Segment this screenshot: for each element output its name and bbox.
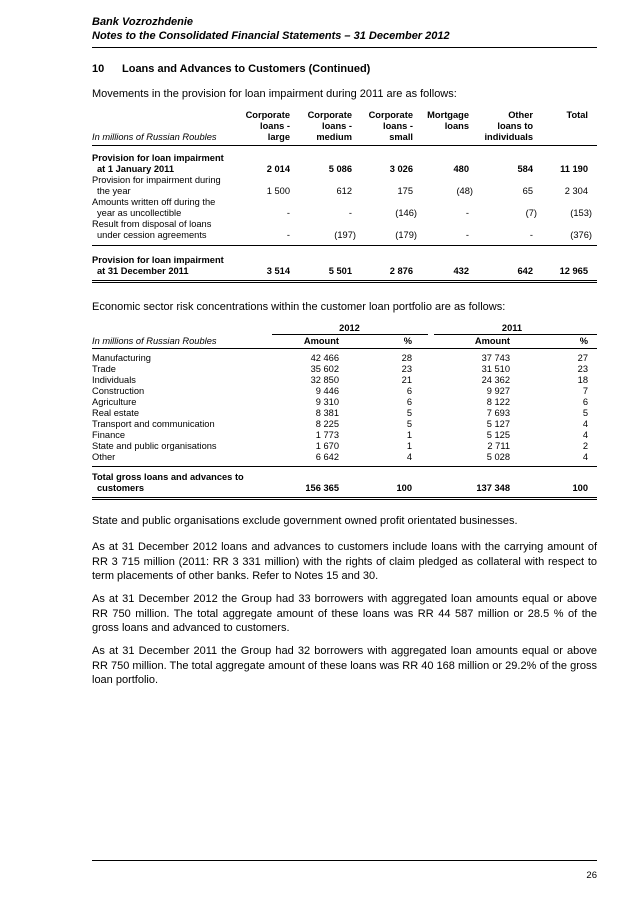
table-total-row: [92, 472, 597, 483]
intro-paragraph-1: Movements in the provision for loan impairment during 2011 are as follows:: [92, 88, 457, 100]
cell-value: 3 026: [389, 164, 413, 174]
table1-col-header: loans -: [260, 121, 290, 131]
row-label: Agriculture: [92, 397, 137, 407]
cell-value: 23: [577, 364, 588, 374]
cell-value: 8 225: [315, 419, 339, 429]
row-label: State and public organisations: [92, 441, 217, 451]
year-2011-rule: [434, 334, 597, 335]
table1-header-row-1: [92, 110, 597, 121]
cell-value: 5 127: [486, 419, 510, 429]
cell-value: 5: [406, 419, 412, 429]
row-label: at 1 January 2011: [97, 164, 175, 174]
cell-value: 7 693: [486, 408, 510, 418]
cell-value: 6 642: [315, 452, 339, 462]
cell-value: (153): [570, 208, 592, 218]
table-total-row: [92, 266, 597, 277]
cell-value: 9 310: [315, 397, 339, 407]
cell-value: 8 381: [315, 408, 339, 418]
cell-value: (179): [395, 230, 417, 240]
cell-value: 21: [401, 375, 412, 385]
table1-col-header: loans to: [497, 121, 533, 131]
cell-value: 2 711: [487, 441, 510, 451]
table-row: [92, 197, 597, 208]
cell-value: 480: [453, 164, 469, 174]
table1-total-double-rule: [92, 280, 597, 283]
cell-value: -: [348, 208, 352, 218]
section-number: 10: [92, 63, 105, 75]
row-label: Provision for loan impairment: [92, 153, 224, 163]
table1-header-row-2: [92, 121, 597, 132]
cell-value: 1: [406, 430, 412, 440]
cell-value: 432: [453, 266, 469, 276]
table1-col-header: Mortgage: [427, 110, 469, 120]
table-row: [92, 452, 597, 463]
cell-value: 6: [406, 386, 412, 396]
cell-value: 1 670: [315, 441, 339, 451]
col-header-amount: Amount: [474, 336, 510, 346]
cell-value: -: [465, 208, 469, 218]
row-label: Individuals: [92, 375, 136, 385]
section-title: Loans and Advances to Customers (Continued): [122, 63, 371, 75]
cell-value: 2 304: [564, 186, 588, 196]
cell-value: 1: [406, 441, 412, 451]
table-row: [92, 430, 597, 441]
table1-col-header: Corporate: [307, 110, 352, 120]
cell-value: 6: [406, 397, 412, 407]
cell-value: 100: [572, 483, 588, 493]
table-row: [92, 364, 597, 375]
cell-value: -: [529, 230, 533, 240]
row-label: Construction: [92, 386, 145, 396]
cell-value: 23: [401, 364, 412, 374]
table-row: [92, 441, 597, 452]
row-label: Real estate: [92, 408, 140, 418]
cell-value: 175: [397, 186, 413, 196]
table2-unit-label: In millions of Russian Roubles: [92, 336, 217, 346]
table-row: [92, 175, 597, 186]
table-row: [92, 386, 597, 397]
document-page: [92, 0, 597, 902]
cell-value: 4: [406, 452, 412, 462]
cell-value: 2: [582, 441, 588, 451]
cell-value: 1 500: [266, 186, 290, 196]
cell-value: (197): [334, 230, 356, 240]
running-header: [92, 15, 597, 43]
table-row: [92, 353, 597, 364]
table1-col-header: loans: [444, 121, 469, 131]
row-label: the year: [97, 186, 131, 196]
cell-value: 37 743: [481, 353, 510, 363]
table1-header-rule: [92, 145, 597, 146]
cell-value: 4: [582, 419, 588, 429]
cell-value: 35 602: [310, 364, 339, 374]
cell-value: 612: [336, 186, 352, 196]
cell-value: 137 348: [476, 483, 510, 493]
col-header-amount: Amount: [303, 336, 339, 346]
header-subtitle: Notes to the Consolidated Financial Statements – 31 December 2012: [92, 30, 450, 42]
row-label: Provision for loan impairment: [92, 255, 224, 265]
table2-year-row: [92, 323, 597, 334]
table1-subtotal-rule: [92, 245, 597, 246]
table-row: [92, 397, 597, 408]
table1-col-header: small: [389, 132, 413, 142]
cell-value: 5: [406, 408, 412, 418]
note-paragraph-3: As at 31 December 2012 the Group had 33 borrowers with aggregated loan amounts equal or above RR 750 million. The total aggregate amount of these loans was RR 44 587 million or 28.5 % of the gross loans and advanced to customers.: [92, 593, 597, 634]
table-row: [92, 408, 597, 419]
cell-value: 5 125: [486, 430, 510, 440]
table2-total-double-rule: [92, 497, 597, 500]
table1-unit-label: In millions of Russian Roubles: [92, 132, 217, 142]
cell-value: 27: [577, 353, 588, 363]
table2-subtotal-rule: [92, 466, 597, 467]
cell-value: 28: [401, 353, 412, 363]
cell-value: 31 510: [481, 364, 510, 374]
table-row: [92, 164, 597, 175]
row-label: at 31 December 2011: [97, 266, 189, 276]
table1-col-header: medium: [316, 132, 352, 142]
table-row: [92, 375, 597, 386]
year-header-2012: 2012: [339, 323, 360, 333]
table-row: [92, 230, 597, 241]
table1-col-header: Other: [508, 110, 533, 120]
table-total-row: [92, 483, 597, 494]
row-label: year as uncollectible: [97, 208, 182, 218]
table1-col-header: Corporate: [368, 110, 413, 120]
cell-value: 5 501: [328, 266, 352, 276]
row-label: under cession agreements: [97, 230, 207, 240]
cell-value: 100: [396, 483, 412, 493]
cell-value: 3 514: [266, 266, 290, 276]
row-label: Other: [92, 452, 116, 462]
row-label: Amounts written off during the: [92, 197, 216, 207]
row-label: Result from disposal of loans: [92, 219, 212, 229]
row-label: Finance: [92, 430, 126, 440]
cell-value: -: [286, 208, 290, 218]
table-row: [92, 208, 597, 219]
cell-value: 2 876: [389, 266, 413, 276]
cell-value: 7: [582, 386, 588, 396]
table2-header-rule: [92, 348, 597, 349]
table-row: [92, 186, 597, 197]
cell-value: 5 028: [486, 452, 510, 462]
cell-value: 4: [582, 452, 588, 462]
cell-value: 5 086: [328, 164, 352, 174]
row-label: Transport and communication: [92, 419, 215, 429]
year-header-2011: 2011: [501, 323, 523, 333]
table1-header-row-3: [92, 132, 597, 143]
table-row: [92, 419, 597, 430]
cell-value: 65: [522, 186, 533, 196]
table1-col-header: Corporate: [245, 110, 290, 120]
header-bank-name: Bank Vozrozhdenie: [92, 16, 194, 28]
year-2012-rule: [272, 334, 428, 335]
col-header-percent: %: [403, 336, 412, 346]
cell-value: 12 965: [559, 266, 588, 276]
section-heading: [92, 63, 370, 75]
cell-value: 9 927: [486, 386, 510, 396]
table1-col-header: loans -: [383, 121, 413, 131]
row-label: Provision for impairment during: [92, 175, 221, 185]
cell-value: -: [465, 230, 469, 240]
row-label: Manufacturing: [92, 353, 151, 363]
cell-value: 32 850: [310, 375, 339, 385]
table-row: [92, 219, 597, 230]
cell-value: 11 190: [560, 164, 588, 174]
note-paragraph-2: As at 31 December 2012 loans and advances to customers include loans with the carrying amount of RR 3 715 million (2011: RR 3 331 million) with the rights of claim pledged as collateral with respect to term placements of other banks. Refer to Notes 15 and 30.: [92, 541, 597, 582]
row-label: Total gross loans and advances to: [92, 472, 244, 482]
cell-value: 18: [577, 375, 588, 385]
cell-value: (7): [525, 208, 537, 218]
cell-value: 584: [517, 164, 533, 174]
note-paragraph-1: State and public organisations exclude government owned profit orientated businesses.: [92, 515, 518, 527]
cell-value: 4: [582, 430, 588, 440]
cell-value: 642: [517, 266, 533, 276]
cell-value: (146): [395, 208, 417, 218]
cell-value: 9 446: [315, 386, 339, 396]
row-label: customers: [97, 483, 145, 493]
table1-col-header: large: [267, 132, 290, 142]
cell-value: 24 362: [481, 375, 510, 385]
cell-value: -: [286, 230, 290, 240]
col-header-percent: %: [579, 336, 588, 346]
table1-col-header: Total: [566, 110, 588, 120]
table1-col-header: individuals: [484, 132, 533, 142]
note-paragraph-4: As at 31 December 2011 the Group had 32 borrowers with aggregated loan amounts equal or above RR 750 million. The total aggregate amount of these loans was RR 40 168 million or 29.2% of the gross loan portfolio.: [92, 645, 597, 686]
cell-value: 5: [582, 408, 588, 418]
cell-value: (48): [456, 186, 473, 196]
cell-value: 8 122: [486, 397, 510, 407]
cell-value: 156 365: [305, 483, 339, 493]
cell-value: 1 773: [315, 430, 339, 440]
table-row: [92, 153, 597, 164]
row-label: Trade: [92, 364, 116, 374]
table-total-row: [92, 255, 597, 266]
table1-col-header: loans -: [322, 121, 352, 131]
cell-value: 2 014: [266, 164, 290, 174]
cell-value: (376): [570, 230, 592, 240]
page-number: 26: [586, 870, 597, 881]
cell-value: 42 466: [310, 353, 339, 363]
intro-paragraph-2: Economic sector risk concentrations within the customer loan portfolio are as follows:: [92, 301, 506, 313]
table2-col-header-row: [92, 336, 597, 347]
cell-value: 6: [582, 397, 588, 407]
footer-rule: [92, 860, 597, 861]
header-rule: [92, 47, 597, 48]
